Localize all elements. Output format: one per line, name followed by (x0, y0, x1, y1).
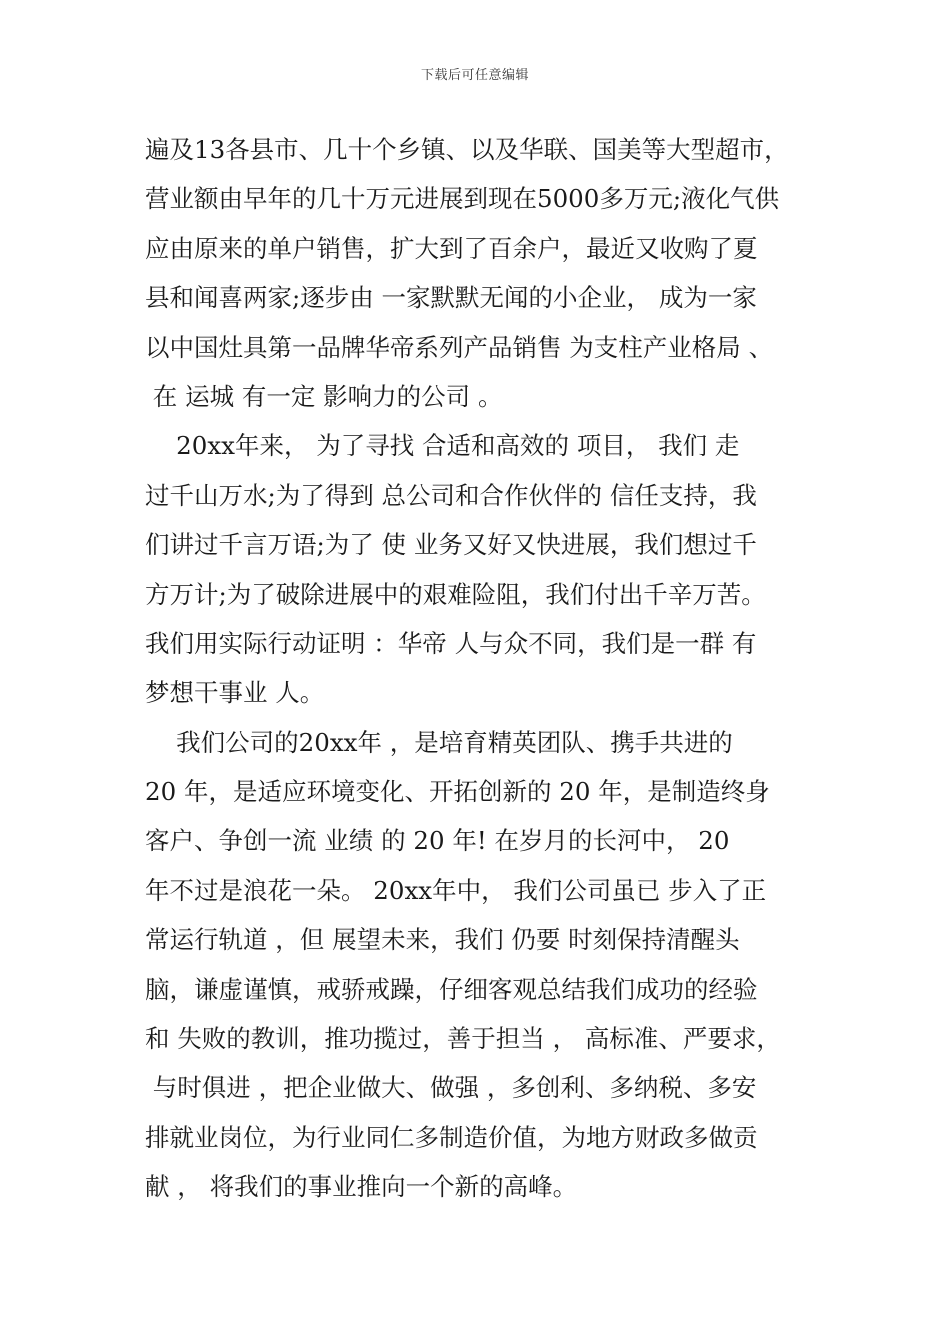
text-line: 们讲过千言万语;为了 使 业务又好又快进展，我们想过千 (145, 530, 757, 560)
text-line: 排就业岗位，为行业同仁多制造价值，为地方财政多做贡 (145, 1122, 758, 1152)
text-line: 与时俱进 ，把企业做大、做强 ，多创利、多纳税、多安 (145, 1073, 757, 1103)
text-line: 20xx年来， 为了寻找 合适和高效的 项目， 我们 走 (145, 431, 740, 461)
text-line: 客户、争创一流 业绩 的 20 年! 在岁月的长河中， 20 (145, 826, 730, 856)
text-line: 在 运城 有一定 影响力的公司 。 (145, 381, 503, 411)
text-line: 脑，谦虚谨慎，戒骄戒躁，仔细客观总结我们成功的经验 (145, 974, 758, 1004)
text-line: 我们用实际行动证明 ：华帝 人与众不同，我们是一群 有 (145, 628, 757, 658)
text-line: 年不过是浪花一朵。 20xx年中， 我们公司虽已 步入了正 (145, 875, 767, 905)
text-line: 和 失败的教训，推功揽过，善于担当 ， 高标准、严要求， (145, 1024, 781, 1054)
text-line: 常运行轨道 ，但 展望未来，我们 仍要 时刻保持清醒头 (145, 925, 740, 955)
text-line: 献 ， 将我们的事业推向一个新的高峰。 (145, 1172, 578, 1202)
document-body (145, 125, 825, 1212)
text-line: 过千山万水;为了得到 总公司和合作伙伴的 信任支持，我 (145, 480, 757, 510)
text-line: 遍及13各县市、几十个乡镇、以及华联、国美等大型超市， (145, 135, 789, 164)
text-line: 应由原来的单户销售，扩大到了百余户，最近又收购了夏 (145, 233, 758, 263)
text-line: 以中国灶具第一品牌华帝系列产品销售 为支柱产业格局 、 (145, 332, 774, 362)
text-line: 方万计;为了破除进展中的艰难险阻，我们付出千辛万苦。 (145, 579, 766, 609)
text-line: 县和闻喜两家;逐步由 一家默默无闻的小企业， 成为一家 (145, 283, 757, 313)
text-line: 20 年，是适应环境变化、开拓创新的 20 年，是制造终身 (145, 777, 770, 807)
text-line: 我们公司的20xx年 ，是培育精英团队、携手共进的 (145, 727, 733, 757)
text-line: 梦想干事业 人。 (145, 678, 325, 708)
text-line: 营业额由早年的几十万元进展到现在5000多万元;液化气供 (145, 184, 780, 214)
page-header-note: 下载后可任意编辑 (420, 68, 529, 83)
